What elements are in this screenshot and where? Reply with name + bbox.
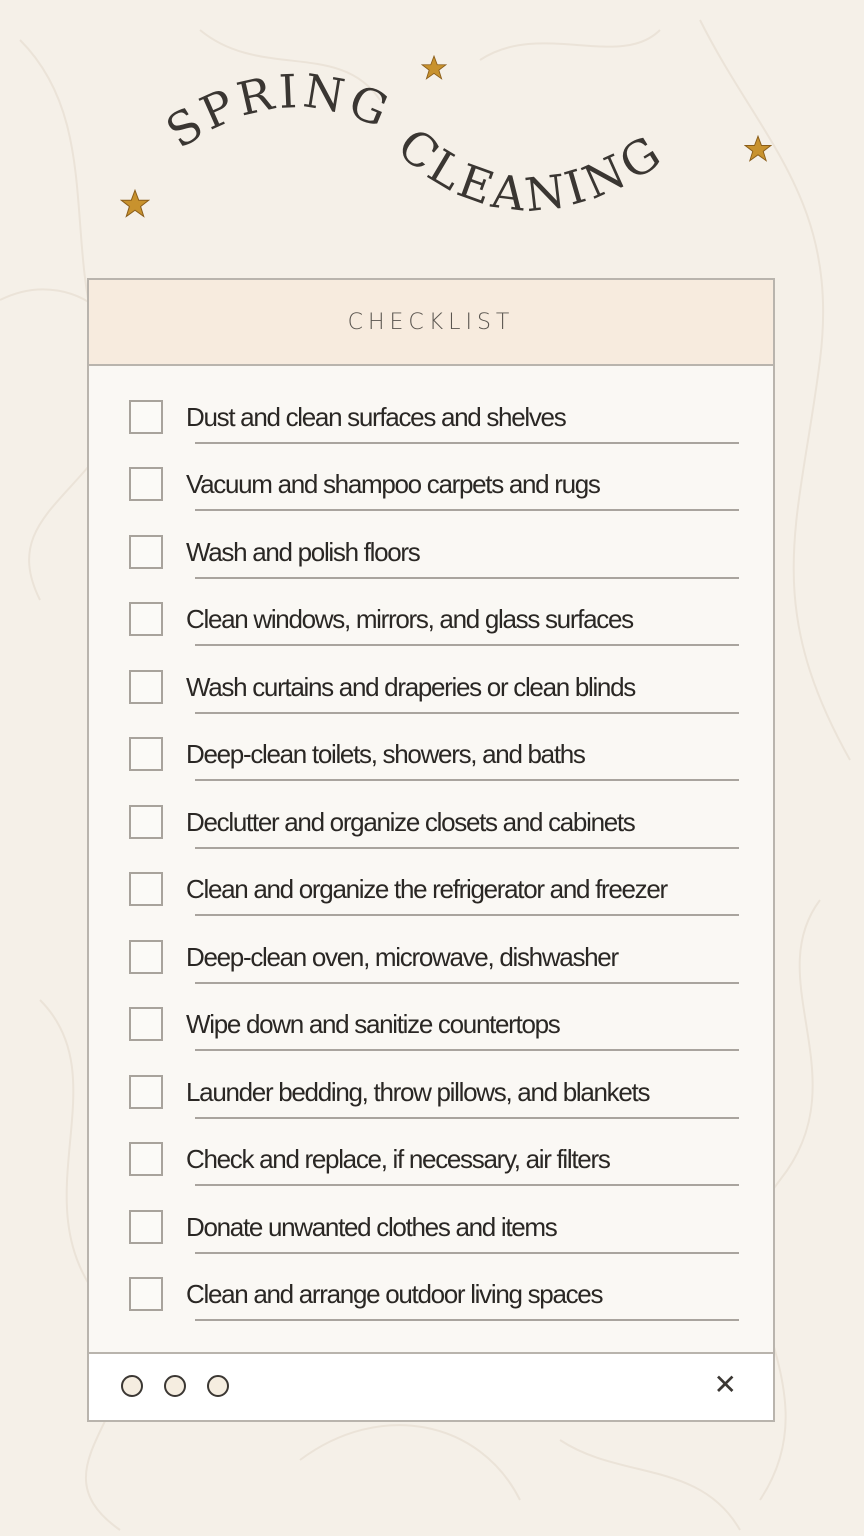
svg-text:SPRING bbox=[157, 63, 400, 158]
checklist-card bbox=[87, 278, 775, 1422]
checklist-item[interactable] bbox=[89, 1277, 773, 1345]
divider bbox=[195, 712, 739, 714]
checklist-item[interactable] bbox=[89, 940, 773, 1008]
item-label: Wash and polish floors bbox=[186, 537, 420, 567]
checklist-item[interactable] bbox=[89, 805, 773, 873]
item-label: Deep-clean toilets, showers, and baths bbox=[186, 739, 585, 769]
checkbox[interactable] bbox=[129, 467, 163, 501]
item-label: Clean and arrange outdoor living spaces bbox=[186, 1279, 603, 1309]
divider bbox=[195, 1184, 739, 1186]
checklist-item[interactable] bbox=[89, 1142, 773, 1210]
item-label: Clean windows, mirrors, and glass surfaces bbox=[186, 604, 633, 634]
divider bbox=[195, 1049, 739, 1051]
checkbox[interactable] bbox=[129, 400, 163, 434]
item-label: Clean and organize the refrigerator and freezer bbox=[186, 874, 667, 904]
checklist-item[interactable] bbox=[89, 737, 773, 805]
star-icon bbox=[421, 55, 447, 81]
circle-dot-icon bbox=[121, 1375, 143, 1397]
svg-text:CLEANING bbox=[388, 118, 674, 223]
checkbox[interactable] bbox=[129, 737, 163, 771]
item-label: Dust and clean surfaces and shelves bbox=[186, 402, 566, 432]
item-label: Declutter and organize closets and cabinets bbox=[186, 807, 635, 837]
checkbox[interactable] bbox=[129, 1142, 163, 1176]
item-label: Check and replace, if necessary, air filters bbox=[186, 1144, 610, 1174]
divider bbox=[195, 1252, 739, 1254]
checkbox[interactable] bbox=[129, 1007, 163, 1041]
checklist-items bbox=[89, 366, 773, 1356]
page-title bbox=[0, 0, 864, 260]
checklist-item[interactable] bbox=[89, 1075, 773, 1143]
checklist-footer bbox=[89, 1352, 773, 1420]
checklist-item[interactable] bbox=[89, 535, 773, 603]
divider bbox=[195, 1319, 739, 1321]
checkbox[interactable] bbox=[129, 1210, 163, 1244]
title-line-2: CLEANING bbox=[387, 117, 674, 223]
checklist-title: CHECKLIST bbox=[347, 309, 515, 335]
divider bbox=[195, 914, 739, 916]
divider bbox=[195, 1117, 739, 1119]
title-line-1: SPRING bbox=[156, 63, 400, 159]
divider bbox=[195, 509, 739, 511]
checklist-header bbox=[89, 280, 773, 366]
checklist-item[interactable] bbox=[89, 467, 773, 535]
checkbox[interactable] bbox=[129, 670, 163, 704]
checklist-item[interactable] bbox=[89, 1210, 773, 1278]
item-label: Wipe down and sanitize countertops bbox=[186, 1009, 560, 1039]
checkbox[interactable] bbox=[129, 602, 163, 636]
checklist-item[interactable] bbox=[89, 400, 773, 468]
item-label: Deep-clean oven, microwave, dishwasher bbox=[186, 942, 618, 972]
circle-dot-icon bbox=[207, 1375, 229, 1397]
close-icon[interactable]: ✕ bbox=[713, 1368, 737, 1401]
checkbox[interactable] bbox=[129, 535, 163, 569]
star-icon bbox=[120, 189, 150, 219]
checkbox[interactable] bbox=[129, 1075, 163, 1109]
divider bbox=[195, 442, 739, 444]
item-label: Wash curtains and draperies or clean blinds bbox=[186, 672, 635, 702]
checklist-item[interactable] bbox=[89, 872, 773, 940]
star-icon bbox=[744, 135, 772, 163]
checklist-item[interactable] bbox=[89, 1007, 773, 1075]
checklist-item[interactable] bbox=[89, 602, 773, 670]
item-label: Launder bedding, throw pillows, and blankets bbox=[186, 1077, 650, 1107]
checkbox[interactable] bbox=[129, 1277, 163, 1311]
checkbox[interactable] bbox=[129, 805, 163, 839]
checkbox[interactable] bbox=[129, 940, 163, 974]
item-label: Donate unwanted clothes and items bbox=[186, 1212, 557, 1242]
checklist-item[interactable] bbox=[89, 670, 773, 738]
circle-dot-icon bbox=[164, 1375, 186, 1397]
checkbox[interactable] bbox=[129, 872, 163, 906]
divider bbox=[195, 577, 739, 579]
divider bbox=[195, 847, 739, 849]
item-label: Vacuum and shampoo carpets and rugs bbox=[186, 469, 600, 499]
divider bbox=[195, 644, 739, 646]
divider bbox=[195, 982, 739, 984]
divider bbox=[195, 779, 739, 781]
